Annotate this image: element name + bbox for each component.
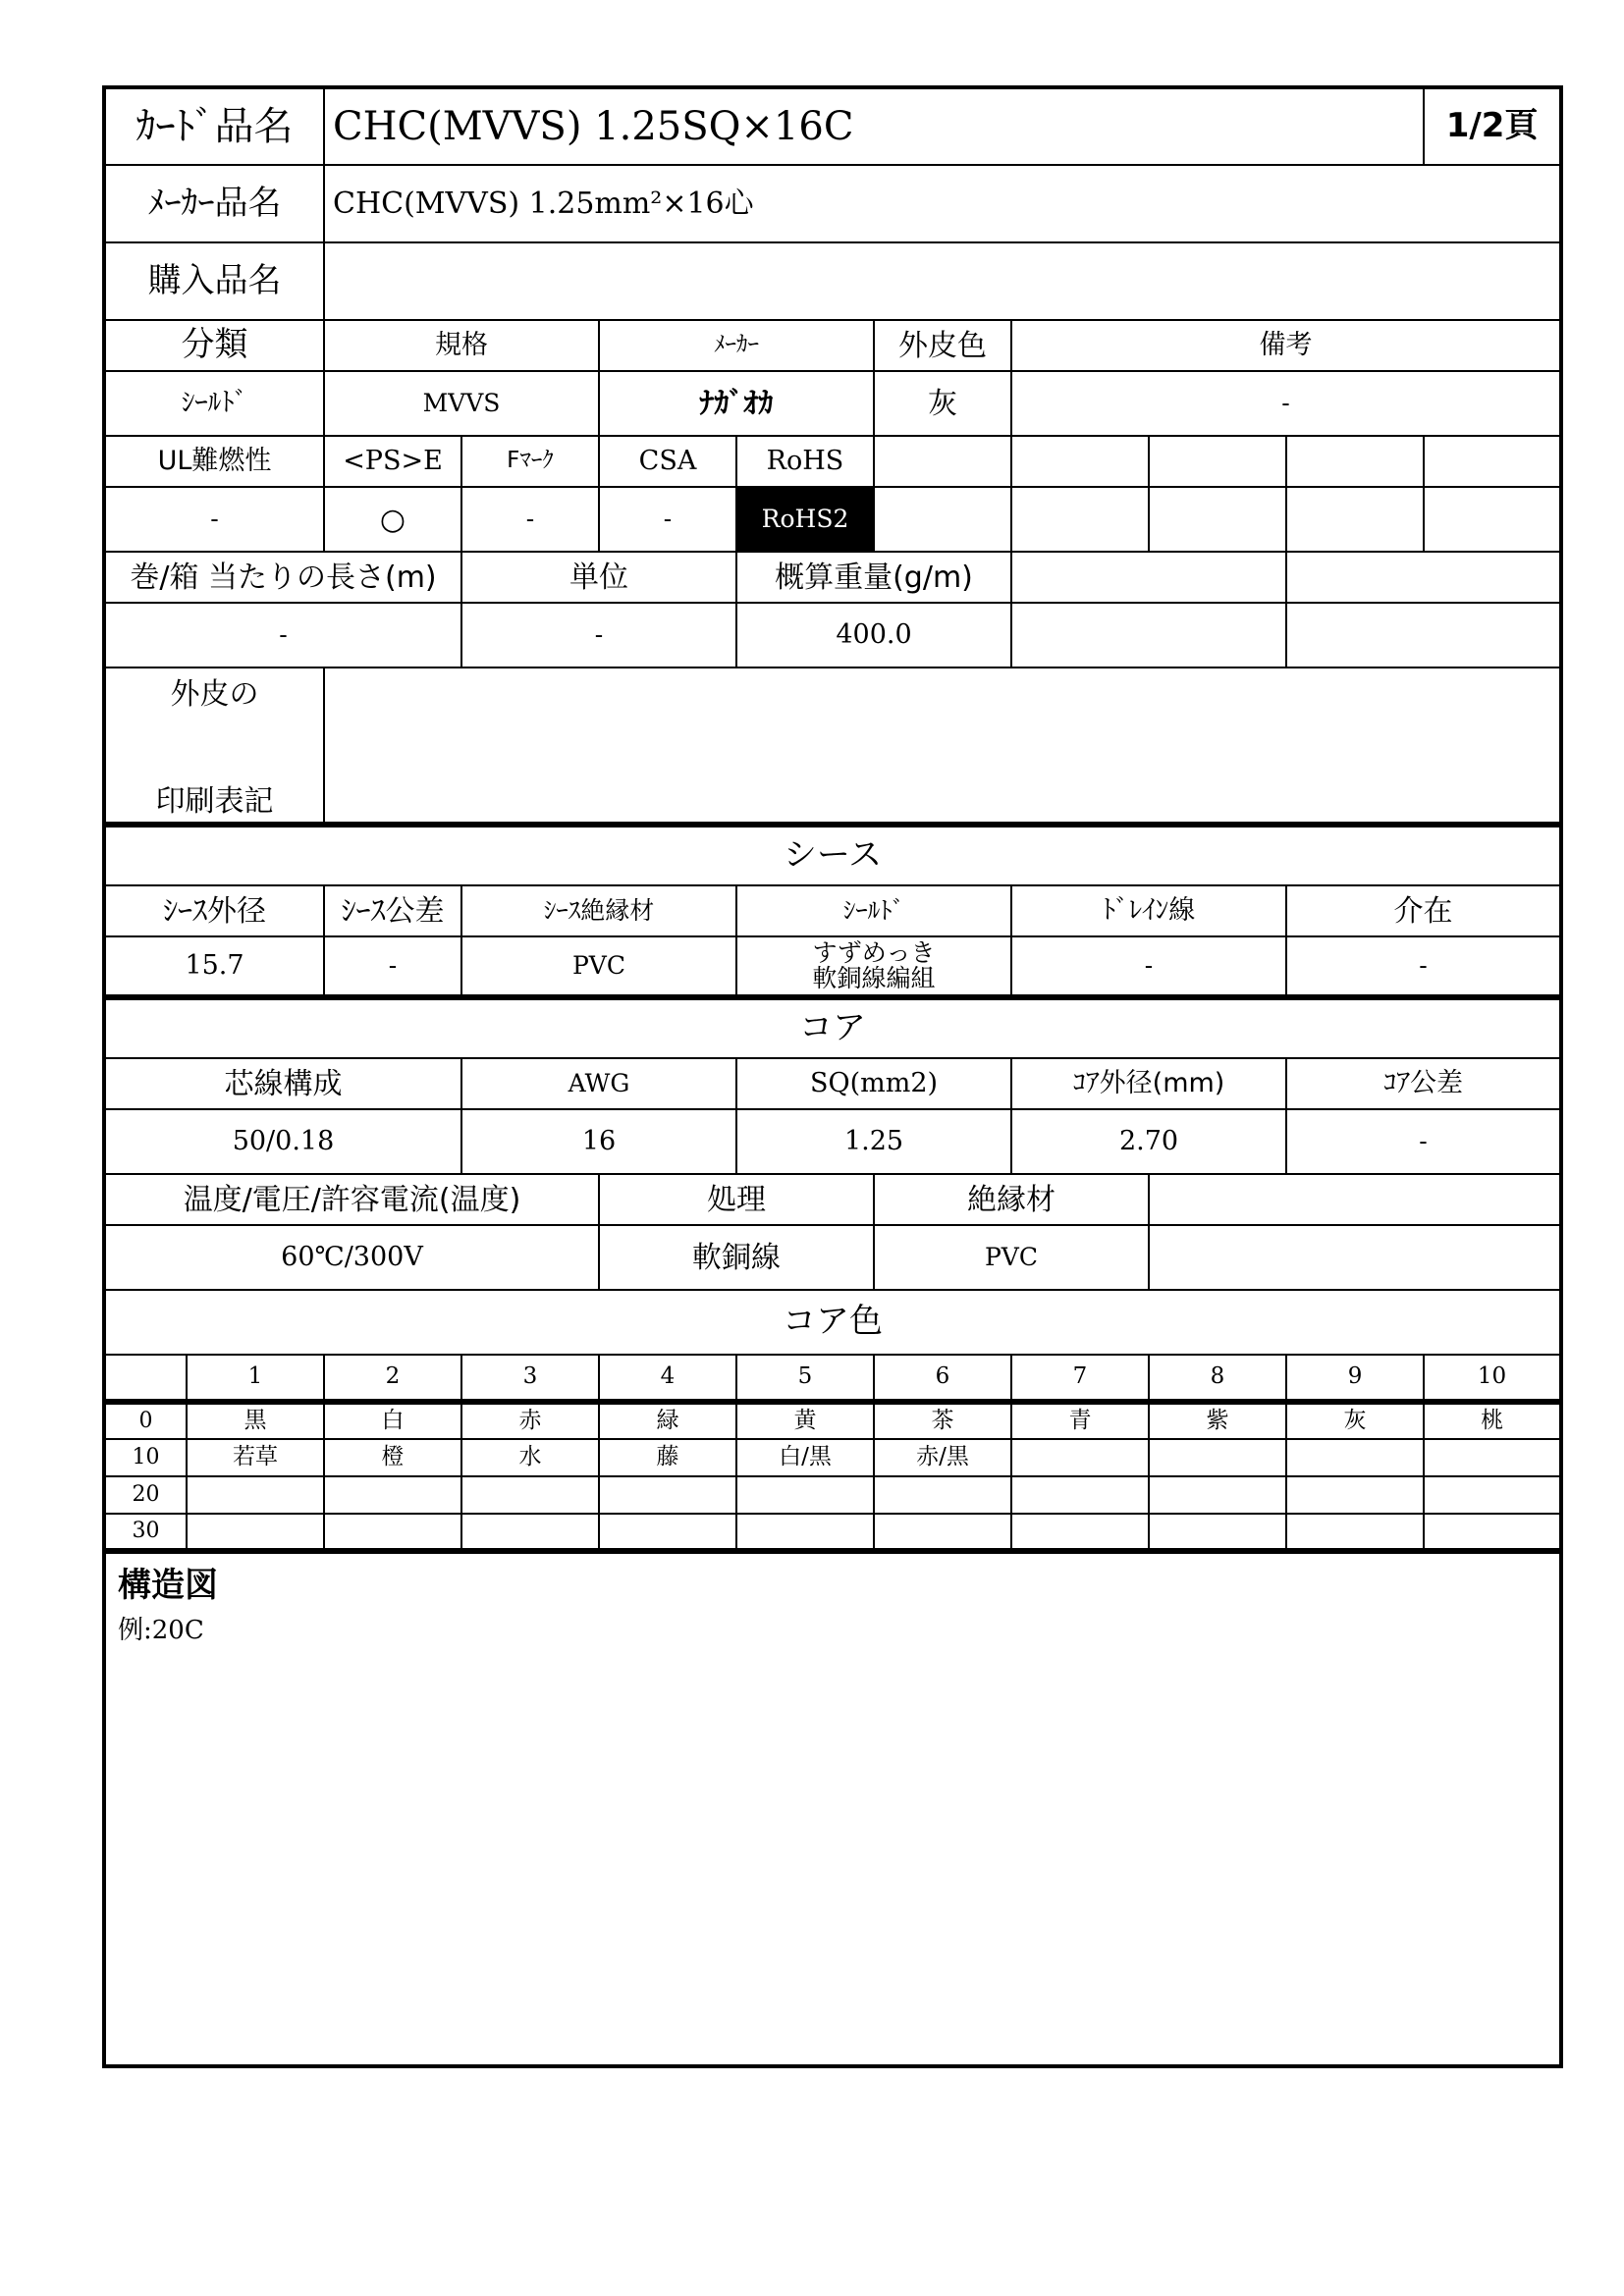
core-header2-blank — [1149, 1174, 1561, 1225]
cert-header-blank-4 — [1286, 436, 1424, 487]
core-color-cell — [874, 1514, 1011, 1551]
core-color-row — [104, 1439, 1561, 1476]
core-color-cell: 赤/黒 — [874, 1439, 1011, 1476]
core-title-row — [104, 997, 1561, 1058]
pse-value: ○ — [324, 487, 461, 552]
ul-flame-value: - — [104, 487, 324, 552]
sheath-tolerance-value: - — [324, 936, 461, 997]
core-color-col: 5 — [736, 1355, 874, 1402]
temp-voltage-label: 温度/電圧/許容電流(温度) — [104, 1174, 599, 1225]
reel-value-row — [104, 603, 1561, 667]
cert-header-blank-3 — [1149, 436, 1286, 487]
core-tolerance-value: - — [1286, 1109, 1561, 1174]
pse-label: <PS>E — [324, 436, 461, 487]
core-color-cell — [1149, 1476, 1286, 1514]
diagram-row — [104, 1551, 1561, 2066]
purchase-name-value — [324, 242, 1561, 320]
classification-header-row — [104, 320, 1561, 371]
filler-value: - — [1286, 936, 1561, 997]
cert-value-blank-5 — [1424, 487, 1561, 552]
core-color-cell — [1424, 1514, 1561, 1551]
core-color-cell — [1286, 1439, 1424, 1476]
core-color-cell — [599, 1514, 736, 1551]
shield-value-line2: 軟銅線編組 — [812, 964, 936, 992]
rohs-label: RoHS — [736, 436, 874, 487]
reel-value-blank-1 — [1011, 603, 1286, 667]
cert-value-blank-2 — [1011, 487, 1149, 552]
cert-value-row — [104, 487, 1561, 552]
core-color-cell: 橙 — [324, 1439, 461, 1476]
sheath-od-label: ｼｰｽ外径 — [104, 885, 324, 936]
core-color-col: 8 — [1149, 1355, 1286, 1402]
core-color-cell — [1286, 1514, 1424, 1551]
cert-header-row — [104, 436, 1561, 487]
core-tolerance-label: ｺｱ公差 — [1286, 1058, 1561, 1109]
insulation-value: PVC — [874, 1225, 1149, 1290]
core-header-row — [104, 1058, 1561, 1109]
reel-value-blank-2 — [1286, 603, 1561, 667]
filler-label: 介在 — [1286, 885, 1561, 936]
drain-wire-value: - — [1011, 936, 1286, 997]
maker-name-row — [104, 165, 1561, 242]
core-color-cell — [461, 1476, 599, 1514]
shield-value — [736, 936, 1011, 997]
purchase-name-row — [104, 242, 1561, 320]
core-color-cell: 緑 — [599, 1402, 736, 1439]
manufacturer-label: ﾒｰｶｰ — [599, 320, 874, 371]
core-color-col: 3 — [461, 1355, 599, 1402]
cert-value-blank-1 — [874, 487, 1011, 552]
core-color-cell — [461, 1514, 599, 1551]
core-color-cell: 水 — [461, 1439, 599, 1476]
card-name-row — [104, 87, 1561, 165]
sheath-title-row — [104, 825, 1561, 885]
sheath-section-title: シース — [104, 825, 1561, 885]
unit-value: - — [461, 603, 736, 667]
core-color-cell — [1424, 1439, 1561, 1476]
cert-header-blank-5 — [1424, 436, 1561, 487]
core-color-cell: 紫 — [1149, 1402, 1286, 1439]
core-color-cell: 赤 — [461, 1402, 599, 1439]
print-value — [324, 667, 1561, 825]
strand-config-value: 50/0.18 — [104, 1109, 461, 1174]
core-color-cell — [324, 1476, 461, 1514]
core-color-cell — [736, 1514, 874, 1551]
csa-value: - — [599, 487, 736, 552]
page-number: 1/2頁 — [1424, 87, 1561, 165]
print-label — [104, 667, 324, 825]
cert-header-blank-1 — [874, 436, 1011, 487]
reel-header-row — [104, 552, 1561, 603]
core-value2-blank — [1149, 1225, 1561, 1290]
core-header2-row — [104, 1174, 1561, 1225]
sq-label: SQ(mm2) — [736, 1058, 1011, 1109]
print-label-top: 外皮の — [170, 677, 259, 712]
rohs-value-badge: RoHS2 — [736, 487, 874, 552]
standard-value: MVVS — [324, 371, 599, 436]
structure-diagram-title: 構造図 — [118, 1566, 218, 1605]
cert-value-blank-3 — [1149, 487, 1286, 552]
classification-value: ｼｰﾙﾄﾞ — [104, 371, 324, 436]
core-color-row-label: 10 — [104, 1439, 187, 1476]
core-color-cell — [187, 1476, 324, 1514]
f-mark-value: - — [461, 487, 599, 552]
card-name-value: CHC(MVVS) 1.25SQ×16C — [324, 87, 1424, 165]
sheath-insulation-label: ｼｰｽ絶縁材 — [461, 885, 736, 936]
core-color-col: 9 — [1286, 1355, 1424, 1402]
core-color-corner — [104, 1355, 187, 1402]
treatment-label: 処理 — [599, 1174, 874, 1225]
core-color-cell: 藤 — [599, 1439, 736, 1476]
sq-value: 1.25 — [736, 1109, 1011, 1174]
strand-config-label: 芯線構成 — [104, 1058, 461, 1109]
core-color-cell — [1424, 1476, 1561, 1514]
jacket-color-label: 外皮色 — [874, 320, 1011, 371]
print-row — [104, 667, 1561, 825]
spec-sheet — [102, 85, 1559, 2091]
reel-length-label: 巻/箱 当たりの長さ(m) — [104, 552, 461, 603]
core-color-cell — [874, 1476, 1011, 1514]
core-color-cell: 黒 — [187, 1402, 324, 1439]
core-color-cell: 黄 — [736, 1402, 874, 1439]
core-color-cell: 青 — [1011, 1402, 1149, 1439]
awg-value: 16 — [461, 1109, 736, 1174]
structure-diagram-example: 例:20C — [118, 1616, 204, 1645]
shield-value-line1: すずめっき — [812, 937, 936, 967]
core-od-label: ｺｱ外径(mm) — [1011, 1058, 1286, 1109]
core-color-col: 2 — [324, 1355, 461, 1402]
sheath-header-row — [104, 885, 1561, 936]
insulation-label: 絶縁材 — [874, 1174, 1149, 1225]
core-color-row — [104, 1476, 1561, 1514]
core-color-cell: 桃 — [1424, 1402, 1561, 1439]
csa-label: CSA — [599, 436, 736, 487]
core-value2-row — [104, 1225, 1561, 1290]
core-color-cell: 灰 — [1286, 1402, 1424, 1439]
core-color-row-label: 30 — [104, 1514, 187, 1551]
ul-flame-label: UL難燃性 — [104, 436, 324, 487]
cert-header-blank-2 — [1011, 436, 1149, 487]
core-section-title: コア — [104, 997, 1561, 1058]
core-color-col: 10 — [1424, 1355, 1561, 1402]
weight-value: 400.0 — [736, 603, 1011, 667]
core-color-row-label: 0 — [104, 1402, 187, 1439]
core-color-cell — [187, 1514, 324, 1551]
core-color-cell — [1149, 1439, 1286, 1476]
awg-label: AWG — [461, 1058, 736, 1109]
core-color-cell — [1149, 1514, 1286, 1551]
core-color-row — [104, 1402, 1561, 1439]
purchase-name-label: 購入品名 — [104, 242, 324, 320]
core-color-title-row — [104, 1290, 1561, 1355]
reel-header-blank-1 — [1011, 552, 1286, 603]
temp-voltage-value: 60℃/300V — [104, 1225, 599, 1290]
core-color-cell: 茶 — [874, 1402, 1011, 1439]
core-color-row — [104, 1514, 1561, 1551]
sheath-od-value: 15.7 — [104, 936, 324, 997]
structure-diagram-area — [104, 1551, 1561, 2066]
sheath-tolerance-label: ｼｰｽ公差 — [324, 885, 461, 936]
cert-value-blank-4 — [1286, 487, 1424, 552]
core-color-cell — [1011, 1476, 1149, 1514]
core-color-col: 6 — [874, 1355, 1011, 1402]
core-color-row-label: 20 — [104, 1476, 187, 1514]
drain-wire-label: ﾄﾞﾚｲﾝ線 — [1011, 885, 1286, 936]
core-color-cell: 若草 — [187, 1439, 324, 1476]
core-color-cell — [599, 1476, 736, 1514]
jacket-color-value: 灰 — [874, 371, 1011, 436]
core-color-cell: 白 — [324, 1402, 461, 1439]
core-value-row — [104, 1109, 1561, 1174]
maker-name-label: ﾒｰｶｰ品名 — [104, 165, 324, 242]
shield-label: ｼｰﾙﾄﾞ — [736, 885, 1011, 936]
weight-label: 概算重量(g/m) — [736, 552, 1011, 603]
core-color-cell — [1286, 1476, 1424, 1514]
core-color-cell — [324, 1514, 461, 1551]
core-color-header-row — [104, 1355, 1561, 1402]
manufacturer-value: ﾅｶﾞｵｶ — [599, 371, 874, 436]
maker-name-value: CHC(MVVS) 1.25mm²×16心 — [324, 165, 1561, 242]
sheath-value-row — [104, 936, 1561, 997]
core-color-section-title: コア色 — [104, 1290, 1561, 1355]
standard-label: 規格 — [324, 320, 599, 371]
core-color-col: 4 — [599, 1355, 736, 1402]
reel-header-blank-2 — [1286, 552, 1561, 603]
core-color-cell: 白/黒 — [736, 1439, 874, 1476]
core-color-col: 1 — [187, 1355, 324, 1402]
classification-value-row — [104, 371, 1561, 436]
unit-label: 単位 — [461, 552, 736, 603]
sheath-insulation-value: PVC — [461, 936, 736, 997]
core-color-cell — [736, 1476, 874, 1514]
core-color-col: 7 — [1011, 1355, 1149, 1402]
classification-label: 分類 — [104, 320, 324, 371]
core-color-cell — [1011, 1439, 1149, 1476]
f-mark-label: Fﾏｰｸ — [461, 436, 599, 487]
remarks-label: 備考 — [1011, 320, 1561, 371]
treatment-value: 軟銅線 — [599, 1225, 874, 1290]
core-od-value: 2.70 — [1011, 1109, 1286, 1174]
remarks-value: - — [1011, 371, 1561, 436]
reel-length-value: - — [104, 603, 461, 667]
print-label-bottom: 印刷表記 — [155, 784, 274, 819]
card-name-label: ｶｰﾄﾞ品名 — [104, 87, 324, 165]
core-color-cell — [1011, 1514, 1149, 1551]
spec-table — [102, 85, 1563, 2068]
